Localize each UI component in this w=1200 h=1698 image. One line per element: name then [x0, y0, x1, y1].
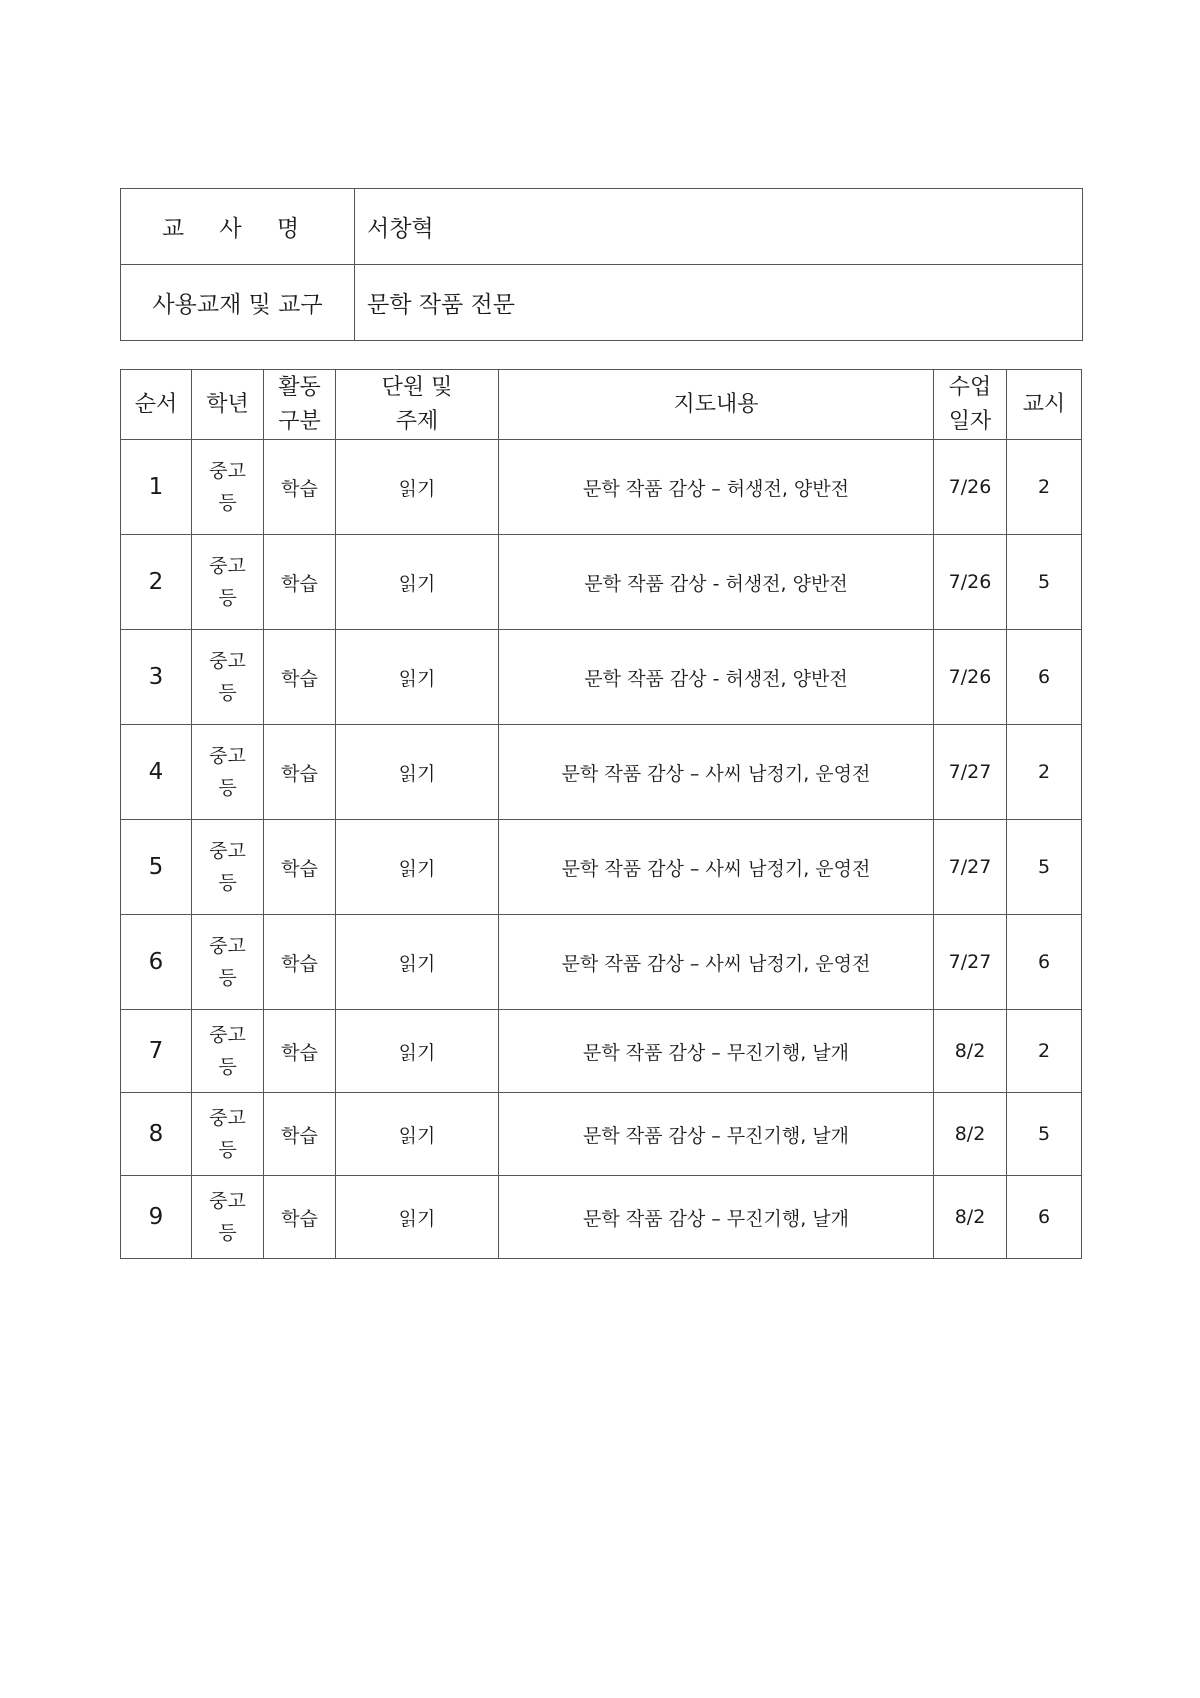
table-row [121, 1176, 1082, 1259]
cell-content: 문학 작품 감상 – 사씨 남정기, 운영전 [499, 915, 934, 1010]
header-unit-line2: 주제 [395, 408, 439, 434]
table-row [121, 820, 1082, 915]
cell-unit: 읽기 [336, 630, 499, 725]
header-activity-line2: 구분 [278, 408, 321, 434]
cell-activity: 학습 [264, 535, 336, 630]
cell-period: 2 [1007, 725, 1082, 820]
cell-activity: 학습 [264, 820, 336, 915]
cell-grade [192, 915, 264, 1010]
cell-activity: 학습 [264, 1176, 336, 1259]
cell-unit: 읽기 [336, 1010, 499, 1093]
teacher-row [121, 189, 1083, 265]
cell-grade-line1: 중고 [209, 1107, 246, 1129]
header-content: 지도내용 [499, 370, 934, 440]
cell-order: 5 [121, 820, 192, 915]
cell-period: 2 [1007, 1010, 1082, 1093]
cell-content: 문학 작품 감상 – 무진기행, 날개 [499, 1093, 934, 1176]
cell-grade-line2: 등 [218, 1139, 237, 1161]
table-row [121, 915, 1082, 1010]
cell-period: 6 [1007, 1176, 1082, 1259]
cell-grade [192, 725, 264, 820]
cell-date: 7/27 [934, 820, 1007, 915]
cell-activity: 학습 [264, 1010, 336, 1093]
cell-activity: 학습 [264, 630, 336, 725]
materials-label: 사용교재 및 교구 [121, 265, 355, 341]
cell-date: 7/27 [934, 725, 1007, 820]
cell-grade [192, 1010, 264, 1093]
cell-activity: 학습 [264, 440, 336, 535]
cell-grade [192, 535, 264, 630]
cell-unit: 읽기 [336, 440, 499, 535]
teacher-info-table [120, 188, 1083, 341]
cell-order: 2 [121, 535, 192, 630]
cell-grade [192, 1093, 264, 1176]
cell-grade-line1: 중고 [209, 745, 246, 767]
cell-grade-line1: 중고 [209, 1190, 246, 1212]
header-date [934, 370, 1007, 440]
cell-activity: 학습 [264, 1093, 336, 1176]
cell-unit: 읽기 [336, 1093, 499, 1176]
cell-period: 6 [1007, 915, 1082, 1010]
cell-date: 7/26 [934, 440, 1007, 535]
cell-date: 7/26 [934, 535, 1007, 630]
cell-grade [192, 1176, 264, 1259]
header-date-line1: 수업 [948, 374, 992, 400]
cell-content: 문학 작품 감상 – 무진기행, 날개 [499, 1010, 934, 1093]
cell-content: 문학 작품 감상 – 사씨 남정기, 운영전 [499, 820, 934, 915]
cell-grade-line2: 등 [218, 492, 237, 514]
cell-date: 8/2 [934, 1093, 1007, 1176]
cell-grade-line1: 중고 [209, 650, 246, 672]
cell-grade-line2: 등 [218, 587, 237, 609]
table-row [121, 1010, 1082, 1093]
table-row [121, 535, 1082, 630]
cell-content: 문학 작품 감상 - 허생전, 양반전 [499, 630, 934, 725]
materials-value: 문학 작품 전문 [355, 265, 1083, 341]
cell-unit: 읽기 [336, 915, 499, 1010]
teacher-label: 교 사 명 [121, 189, 355, 265]
cell-date: 7/27 [934, 915, 1007, 1010]
cell-grade-line2: 등 [218, 1222, 237, 1244]
cell-content: 문학 작품 감상 – 사씨 남정기, 운영전 [499, 725, 934, 820]
header-activity [264, 370, 336, 440]
header-grade: 학년 [192, 370, 264, 440]
cell-unit: 읽기 [336, 725, 499, 820]
cell-grade [192, 630, 264, 725]
materials-row [121, 265, 1083, 341]
cell-activity: 학습 [264, 725, 336, 820]
cell-order: 4 [121, 725, 192, 820]
cell-period: 5 [1007, 820, 1082, 915]
cell-activity: 학습 [264, 915, 336, 1010]
cell-grade-line2: 등 [218, 1056, 237, 1078]
cell-grade-line2: 등 [218, 967, 237, 989]
cell-order: 9 [121, 1176, 192, 1259]
cell-grade-line1: 중고 [209, 1024, 246, 1046]
cell-content: 문학 작품 감상 – 허생전, 양반전 [499, 440, 934, 535]
cell-grade-line2: 등 [218, 777, 237, 799]
cell-order: 6 [121, 915, 192, 1010]
cell-unit: 읽기 [336, 1176, 499, 1259]
cell-period: 6 [1007, 630, 1082, 725]
cell-order: 3 [121, 630, 192, 725]
cell-unit: 읽기 [336, 820, 499, 915]
cell-grade-line1: 중고 [209, 840, 246, 862]
cell-grade-line1: 중고 [209, 935, 246, 957]
cell-date: 8/2 [934, 1176, 1007, 1259]
cell-order: 8 [121, 1093, 192, 1176]
cell-content: 문학 작품 감상 – 무진기행, 날개 [499, 1176, 934, 1259]
cell-grade-line1: 중고 [209, 555, 246, 577]
cell-period: 5 [1007, 1093, 1082, 1176]
lesson-schedule-table [120, 369, 1082, 1259]
cell-grade-line2: 등 [218, 682, 237, 704]
cell-period: 5 [1007, 535, 1082, 630]
cell-date: 7/26 [934, 630, 1007, 725]
header-order: 순서 [121, 370, 192, 440]
cell-grade-line2: 등 [218, 872, 237, 894]
cell-order: 1 [121, 440, 192, 535]
teacher-name: 서창혁 [355, 189, 1083, 265]
cell-unit: 읽기 [336, 535, 499, 630]
header-date-line2: 일자 [948, 408, 992, 434]
table-row [121, 1093, 1082, 1176]
header-activity-line1: 활동 [278, 374, 321, 400]
cell-order: 7 [121, 1010, 192, 1093]
cell-grade-line1: 중고 [209, 460, 246, 482]
header-period: 교시 [1007, 370, 1082, 440]
cell-grade [192, 440, 264, 535]
cell-grade [192, 820, 264, 915]
table-row [121, 440, 1082, 535]
header-unit [336, 370, 499, 440]
header-row [121, 370, 1082, 440]
cell-date: 8/2 [934, 1010, 1007, 1093]
cell-content: 문학 작품 감상 - 허생전, 양반전 [499, 535, 934, 630]
header-unit-line1: 단원 및 [381, 374, 453, 400]
cell-period: 2 [1007, 440, 1082, 535]
table-row [121, 630, 1082, 725]
table-row [121, 725, 1082, 820]
